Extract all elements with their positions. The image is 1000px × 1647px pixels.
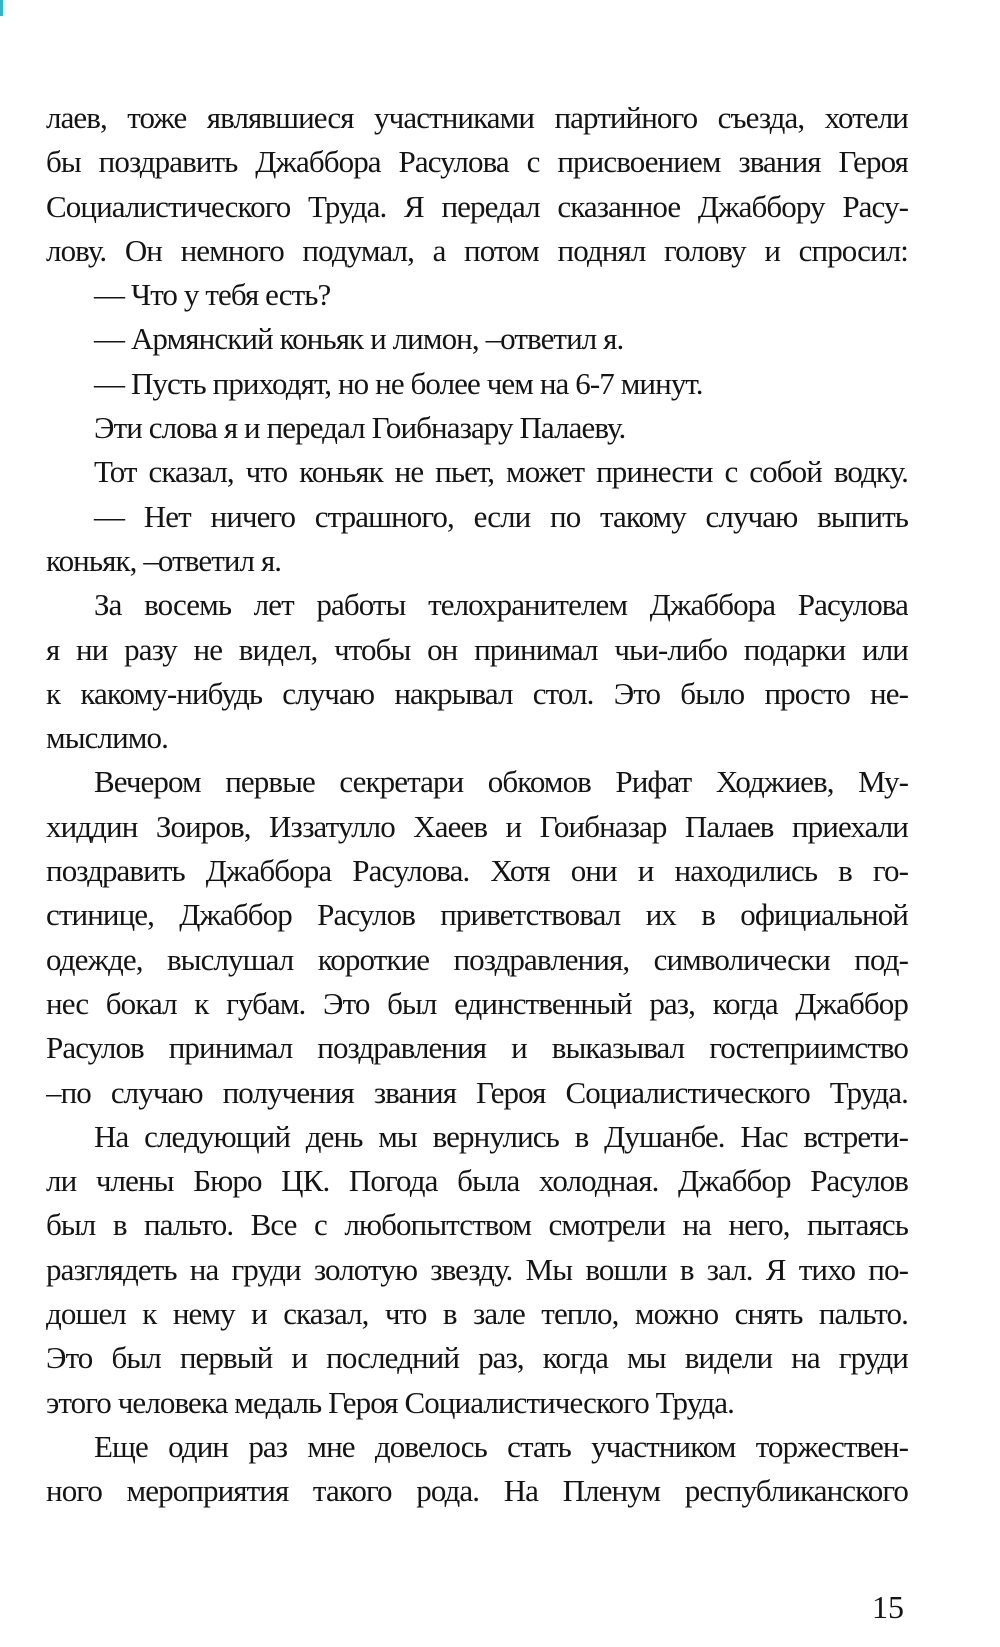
text-line: бы поздравить Джаббора Расулова с присвоением звания Героя	[46, 144, 908, 180]
text-line: я ни разу не видел, чтобы он принимал чьи-либо подарки или	[46, 631, 908, 667]
text-line: к какому-нибудь случаю накрывал стол. Это было просто не-	[46, 675, 908, 711]
text-line: Социалистического Труда. Я передал сказанное Джаббору Расу-	[46, 188, 908, 224]
paragraph-line: Вечером первые секретари обкомов Рифат Ходжиев, Му-	[94, 764, 908, 800]
paragraph-line: Еще один раз мне довелось стать участником торжествен-	[94, 1428, 908, 1464]
dialogue-line: — Что у тебя есть?	[94, 277, 331, 313]
text-line: коньяк, –ответил я.	[46, 542, 282, 578]
dialogue-line: — Армянский коньяк и лимон, –ответил я.	[94, 321, 624, 357]
dialogue-line: — Пусть приходят, но не более чем на 6-7 минут.	[94, 365, 703, 401]
text-line: стинице, Джаббор Расулов приветствовал их в официальной	[46, 897, 908, 933]
text-line: поздравить Джаббора Расулова. Хотя они и находились в го-	[46, 853, 908, 889]
text-line: лаев, тоже являвшиеся участниками партийного съезда, хотели	[46, 100, 908, 135]
page-number: 15	[872, 1589, 904, 1625]
text-line: –по случаю получения звания Героя Социалистического Труда.	[46, 1074, 908, 1110]
text-line: ного мероприятия такого рода. На Пленум республиканского	[46, 1473, 908, 1509]
text-line: лову. Он немного подумал, а потом поднял голову и спросил:	[46, 232, 908, 268]
text-line: ли члены Бюро ЦК. Погода была холодная. Джаббор Расулов	[46, 1163, 908, 1199]
text-line: дошел к нему и сказал, что в зале тепло, можно снять пальто.	[46, 1296, 908, 1332]
text-line: мыслимо.	[46, 720, 168, 756]
paragraph-line: На следующий день мы вернулись в Душанбе. Нас встрети-	[94, 1118, 908, 1154]
dialogue-line: — Нет ничего страшного, если по такому случаю выпить	[94, 498, 908, 534]
text-line: нес бокал к губам. Это был единственный раз, когда Джаббор	[46, 985, 908, 1021]
body-text	[46, 96, 908, 1514]
text-line: Расулов принимал поздравления и выказывал гостеприимство	[46, 1030, 908, 1066]
paragraph-line: Эти слова я и передал Гоибназару Палаеву.	[94, 410, 626, 446]
text-line: этого человека медаль Героя Социалистического Труда.	[46, 1384, 734, 1420]
text-line: хиддин Зоиров, Иззатулло Хаеев и Гоибназар Палаев приехали	[46, 808, 908, 844]
text-line: Это был первый и последний раз, когда мы видели на груди	[46, 1340, 908, 1376]
text-line: одежде, выслушал короткие поздравления, символически под-	[46, 941, 908, 977]
text-line: был в пальто. Все с любопытством смотрели на него, пытаясь	[46, 1207, 908, 1243]
scan-edge-mark	[0, 0, 3, 16]
paragraph-line: За восемь лет работы телохранителем Джаббора Расулова	[94, 587, 908, 623]
paragraph-line: Тот сказал, что коньяк не пьет, может принести с собой водку.	[94, 454, 908, 490]
text-line: разглядеть на груди золотую звезду. Мы вошли в зал. Я тихо по-	[46, 1251, 908, 1287]
